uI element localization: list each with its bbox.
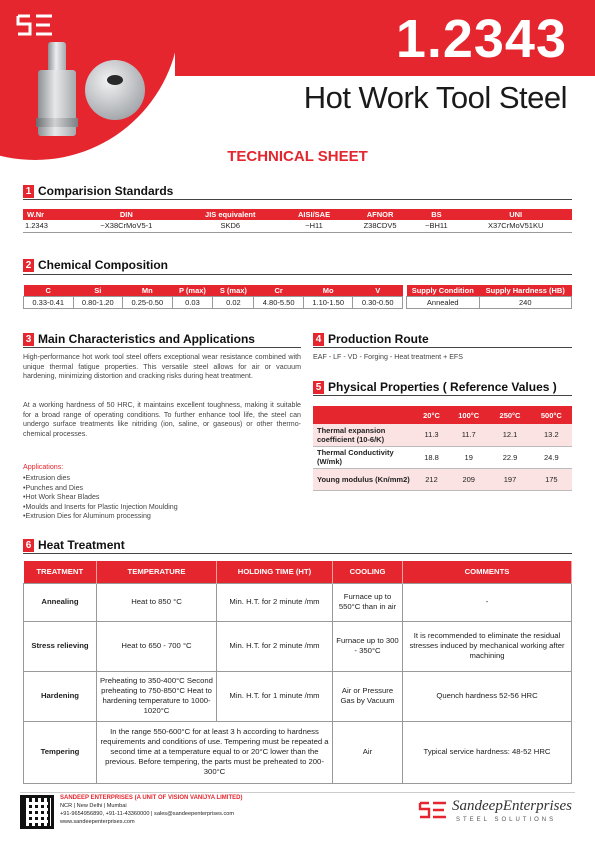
table-row <box>24 583 572 621</box>
section-2-heading <box>23 258 168 272</box>
table-cell: 12.1 <box>489 424 530 446</box>
table-row <box>24 671 572 721</box>
table-cell: 0.02 <box>213 296 254 308</box>
table-row <box>313 424 572 446</box>
table-cell: 175 <box>531 468 572 490</box>
sheet-title: TECHNICAL SHEET <box>227 148 368 165</box>
table-cell: 0.30-0.50 <box>353 296 403 308</box>
production-route-text: EAF - LF - VD - Forging - Heat treatment + EFS <box>313 353 463 361</box>
steel-grade-title: 1.2343 <box>395 9 567 69</box>
col-header: HOLDING TIME (HT) <box>217 561 333 583</box>
heat-treatment-table <box>23 561 572 784</box>
table-row <box>24 296 403 308</box>
col-header: Mo <box>303 285 353 296</box>
applications-label: Applications: <box>23 463 64 471</box>
footer-contact: +91-9654956890, +91-11-43360000 | sales@sandeepenterprises.com <box>60 811 235 817</box>
table-cell: Heat to 850 °C <box>97 583 217 621</box>
list-item: • Extrusion Dies for Aluminum processing <box>23 512 178 522</box>
col-header: Cr <box>254 285 304 296</box>
characteristics-paragraph: High-performance hot work tool steel offers exceptional wear resistance combined with unique thermal fatigue properties. This versatile steel allows for air or vacuum hardening, minimizing distortion and cracking risks during heat treatment. <box>23 353 301 381</box>
footer-website: www.sandeepenterprises.com <box>60 819 135 825</box>
list-item: • Punches and Dies <box>23 484 178 494</box>
section-divider <box>313 347 572 348</box>
table-cell: Air or Pressure Gas by Vacuum <box>333 671 403 721</box>
table-row <box>24 721 572 783</box>
table-row <box>313 468 572 490</box>
section-divider <box>313 395 572 396</box>
section-number: 3 <box>23 333 34 346</box>
section-number: 4 <box>313 333 324 346</box>
table-cell: Z38CDV5 <box>363 221 397 231</box>
col-header <box>313 406 415 424</box>
table-cell: 0.33-0.41 <box>24 296 74 308</box>
footer-divider <box>20 792 575 793</box>
section-title: Chemical Composition <box>38 258 169 272</box>
table-cell: Preheating to 350-400°C Second preheating to 750-850°C Heat to hardening temperature to 1000-1020°C <box>97 671 217 721</box>
table-cell: It is recommended to eliminate the residual stresses induced by mechanical working after machining <box>403 621 572 671</box>
table-cell: 1.10-1.50 <box>303 296 353 308</box>
section-number: 6 <box>23 539 34 552</box>
table-cell: Annealing <box>24 583 97 621</box>
col-header: 20°C <box>415 406 448 424</box>
table-cell: Heat to 650 - 700 °C <box>97 621 217 671</box>
section-number: 2 <box>23 259 34 272</box>
brand-logo-icon <box>418 801 448 819</box>
table-cell: - <box>403 583 572 621</box>
comparison-table <box>23 209 572 233</box>
table-cell: 0.80-1.20 <box>73 296 123 308</box>
col-header: COMMENTS <box>403 561 572 583</box>
die-image-hole <box>107 75 123 85</box>
table-cell: Furnace up to 550°C than in air <box>333 583 403 621</box>
table-cell: ~BH11 <box>425 221 448 231</box>
brand-tagline: STEEL SOLUTIONS <box>456 817 557 823</box>
se-logo-icon <box>16 14 56 36</box>
list-item: • Extrusion dies <box>23 474 178 484</box>
table-cell: 22.9 <box>489 446 530 468</box>
section-4-heading <box>313 332 429 346</box>
col-header: JIS equivalent <box>179 209 281 220</box>
table-cell: 24.9 <box>531 446 572 468</box>
col-header: Supply Hardness (HB) <box>479 285 572 296</box>
table-cell: 18.8 <box>415 446 448 468</box>
table-cell: Air <box>333 721 403 783</box>
col-header: 250°C <box>489 406 530 424</box>
col-header: V <box>353 285 403 296</box>
col-header: Si <box>73 285 123 296</box>
table-cell: Min. H.T. for 2 minute /mm <box>217 621 333 671</box>
section-divider <box>23 347 301 348</box>
table-cell: 209 <box>448 468 489 490</box>
table-cell: X37CrMoV51KU <box>487 221 544 231</box>
brand-name: SandeepEnterprises <box>452 798 572 814</box>
characteristics-paragraph: At a working hardness of 50 HRC, it maintains excellent toughness, making it suitable for a broad range of operating conditions. To further enhance tool life, the steel can undergo surface treatments like nitriding (ion, saline, or gaseous) or other thermo-chemical processes. <box>23 401 301 438</box>
col-header: TEMPERATURE <box>97 561 217 583</box>
die-image <box>85 60 145 120</box>
section-title: Production Route <box>328 332 429 346</box>
col-header: COOLING <box>333 561 403 583</box>
table-row <box>24 621 572 671</box>
table-cell: Stress relieving <box>24 621 97 671</box>
col-header: AFNOR <box>347 209 414 220</box>
section-divider <box>23 199 572 200</box>
table-cell: 0.03 <box>172 296 213 308</box>
col-header: S (max) <box>213 285 254 296</box>
col-header: BS <box>413 209 459 220</box>
footer-cities: NCR | New Delhi | Mumbai <box>60 803 127 809</box>
table-row <box>313 446 572 468</box>
table-cell: 197 <box>489 468 530 490</box>
table-cell: Quench hardness 52-56 HRC <box>403 671 572 721</box>
col-header: 100°C <box>448 406 489 424</box>
col-header: W.Nr <box>23 209 74 220</box>
section-1-heading <box>23 184 173 198</box>
table-cell: Min. H.T. for 2 minute /mm <box>217 583 333 621</box>
table-cell: Young modulus (Kn/mm2) <box>313 468 415 490</box>
chemical-table <box>23 285 403 309</box>
table-cell: ~X38CrMoV5-1 <box>100 221 153 231</box>
table-cell: 240 <box>479 296 572 308</box>
section-title: Heat Treatment <box>38 538 125 552</box>
punch-image <box>48 42 66 72</box>
table-cell: Tempering <box>24 721 97 783</box>
company-name: SANDEEP ENTERPRISES (A UNIT OF VISION VANIJYA LIMITED) <box>60 795 243 801</box>
col-header: AISI/SAE <box>281 209 346 220</box>
table-cell: In the range 550-600°C for at least 3 h according to hardness requirements and conditions of use. Tempering must be repeated a second time at a temperature equal to or 20°C lower than the previous. Before tempering, the parts must be preheated to 200-300°C <box>97 721 333 783</box>
table-cell: Typical service hardness: 48-52 HRC <box>403 721 572 783</box>
table-cell: Thermal Conductivity (W/mk) <box>313 446 415 468</box>
table-cell: Annealed <box>407 296 480 308</box>
physical-properties-table <box>313 406 572 491</box>
table-cell: SKD6 <box>220 221 241 231</box>
col-header: UNI <box>459 209 572 220</box>
col-header: DIN <box>74 209 179 220</box>
section-5-heading <box>313 380 557 394</box>
col-header: Supply Condition <box>407 285 480 296</box>
table-cell: 0.25-0.50 <box>123 296 173 308</box>
qr-code-pattern <box>26 801 48 823</box>
table-row <box>407 296 572 308</box>
col-header: P (max) <box>172 285 213 296</box>
section-title: Main Characteristics and Applications <box>38 332 255 346</box>
section-6-heading <box>23 538 125 552</box>
applications-list <box>23 474 178 522</box>
table-cell: Min. H.T. for 1 minute /mm <box>217 671 333 721</box>
steel-subtitle: Hot Work Tool Steel <box>303 80 567 115</box>
col-header: TREATMENT <box>24 561 97 583</box>
section-divider <box>23 274 572 275</box>
table-cell: Furnace up to 300 - 350°C <box>333 621 403 671</box>
table-row <box>23 220 572 232</box>
section-number: 5 <box>313 381 324 394</box>
list-item: • Moulds and Inserts for Plastic Injection Moulding <box>23 503 178 513</box>
table-cell: Hardening <box>24 671 97 721</box>
col-header: Mn <box>123 285 173 296</box>
table-cell: 19 <box>448 446 489 468</box>
punch-image-collar <box>36 118 78 127</box>
table-cell: 212 <box>415 468 448 490</box>
col-header: C <box>24 285 74 296</box>
list-item: • Hot Work Shear Blades <box>23 493 178 503</box>
section-title: Comparision Standards <box>38 184 174 198</box>
section-divider <box>23 553 572 554</box>
table-cell: 11.7 <box>448 424 489 446</box>
section-number: 1 <box>23 185 34 198</box>
table-cell: Thermal expansion coefficient (10-6/K) <box>313 424 415 446</box>
col-header: 500°C <box>531 406 572 424</box>
table-cell: 11.3 <box>415 424 448 446</box>
table-cell: 4.80-5.50 <box>254 296 304 308</box>
table-cell: 13.2 <box>531 424 572 446</box>
table-cell: 1.2343 <box>25 221 48 231</box>
section-3-heading <box>23 332 255 346</box>
supply-table <box>406 285 572 309</box>
table-cell: ~H11 <box>305 221 323 231</box>
section-title: Physical Properties ( Reference Values ) <box>328 380 557 394</box>
